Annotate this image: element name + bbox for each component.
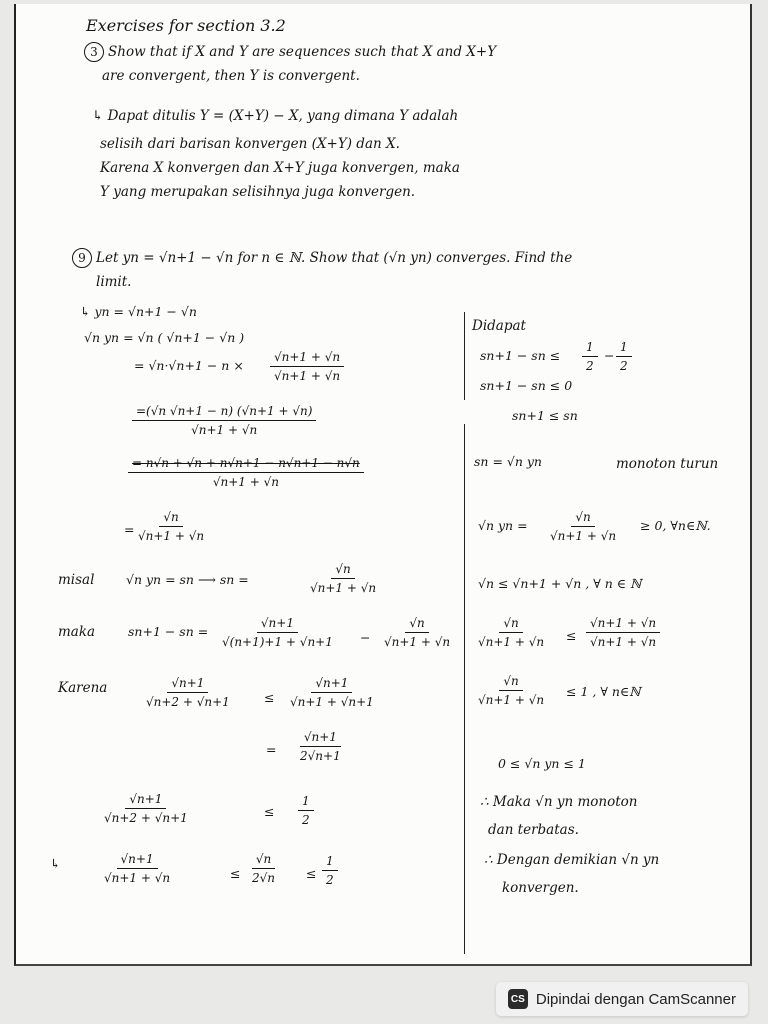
- final-fraction-1: $\frac{√n+1}{√n+1 + √n}$: [104, 852, 171, 885]
- conclusion-line-4: konvergen.: [502, 880, 579, 896]
- inequality-fraction: $\frac{√n+1}{√n+2 + √n+1}$: [104, 792, 188, 825]
- right-line-9: 0 ≤ √n yn ≤ 1: [498, 756, 586, 771]
- work-line-result-fraction: $\frac{√n}{√n+1 + √n}$: [138, 510, 205, 543]
- problem-3-number: 3: [84, 42, 104, 62]
- work-line-result-eq: =: [124, 522, 135, 537]
- work-line-expand-fraction: $\frac{√n+1 + √n}{√n+1 + √n}$: [270, 350, 344, 383]
- notebook-page: [14, 4, 752, 966]
- conclusion-line-2: dan terbatas.: [488, 822, 579, 838]
- maka-fraction-2: $\frac{√n}{√n+1 + √n}$: [384, 616, 451, 649]
- camscanner-logo-icon: CS: [508, 989, 528, 1009]
- work-line-sqrt-n-yn: √n yn = √n ( √n+1 − √n ): [84, 330, 245, 345]
- right-line-5-fraction: $\frac{√n}{√n+1 + √n}$: [550, 510, 617, 543]
- final-leq-1: ≤: [230, 866, 241, 881]
- right-line-5-suffix: ≥ 0, ∀n∈ℕ.: [640, 518, 711, 533]
- monoton-turun-note: monoton turun: [616, 456, 719, 472]
- right-line-7-fraction-1: $\frac{√n}{√n+1 + √n}$: [478, 616, 545, 649]
- inequality-half: $\frac{1}{2}$: [298, 794, 314, 827]
- final-arrow: ↳: [50, 856, 61, 871]
- right-line-1-fraction-1: $\frac{1}{2}$: [582, 340, 598, 373]
- conclusion-line-1: ∴ Maka √n yn monoton: [480, 794, 638, 810]
- misal-fraction: $\frac{√n}{√n+1 + √n}$: [310, 562, 377, 595]
- right-line-3: sn+1 ≤ sn: [512, 408, 578, 423]
- divider-upper: [464, 312, 465, 400]
- right-line-4: sn = √n yn: [474, 454, 542, 469]
- right-line-2: sn+1 − sn ≤ 0: [480, 378, 573, 393]
- maka-minus: −: [360, 630, 371, 645]
- right-line-1: sn+1 − sn ≤: [480, 348, 561, 363]
- maka-fraction-1: $\frac{√n+1}{√(n+1)+1 + √n+1}$: [222, 616, 333, 649]
- problem-3-statement-line-1: 3 Show that if X and Y are sequences such that X and X+Y: [84, 42, 496, 62]
- right-line-7-leq: ≤: [566, 628, 577, 643]
- problem-9-statement-line-2: limit.: [96, 274, 132, 290]
- right-line-8-fraction: $\frac{√n}{√n+1 + √n}$: [478, 674, 545, 707]
- right-line-5: √n yn =: [478, 518, 528, 533]
- work-line-expand: = √n·√n+1 − n ×: [134, 358, 244, 373]
- final-fraction-2: $\frac{√n}{2√n}$: [252, 852, 276, 885]
- divider-lower: [464, 424, 465, 954]
- camscanner-text: Dipindai dengan CamScanner: [535, 990, 736, 1008]
- problem-3-answer-line-3: Karena X konvergen dan X+Y juga konvergen, maka: [100, 160, 460, 176]
- karena-fraction-1: $\frac{√n+1}{√n+2 + √n+1}$: [146, 676, 230, 709]
- right-line-8-suffix: ≤ 1 , ∀ n∈ℕ: [566, 684, 641, 699]
- final-leq-2: ≤: [306, 866, 317, 881]
- problem-3-answer-line-2: selisih dari barisan konvergen (X+Y) dan X.: [100, 136, 400, 152]
- work-line-cancel-fraction: $\frac{= n√n + √n + n√n+1 - n√n+1 - n√n}{√n+1 + √n}$: [128, 456, 364, 489]
- karena-eq: =: [266, 742, 277, 757]
- maka-label: maka: [58, 624, 96, 640]
- problem-9-number: 9: [72, 248, 92, 268]
- karena-leq: ≤: [264, 690, 275, 705]
- problem-3-answer-line-1: ↳ Dapat ditulis Y = (X+Y) − X, yang dimana Y adalah: [92, 108, 459, 124]
- work-line-product-fraction: $\frac{=(√n √n+1 - n) (√n+1 + √n)}{√n+1 + √n}$: [132, 404, 316, 437]
- problem-3-answer-line-4: Y yang merupakan selisihnya juga konvergen.: [100, 184, 416, 200]
- camscanner-watermark: [496, 982, 748, 1016]
- problem-9-statement-line-1: 9 Let yn = √n+1 − √n for n ∈ ℕ. Show that (√n yn) converges. Find the: [72, 248, 572, 268]
- page-title: Exercises for section 3.2: [86, 16, 286, 35]
- work-line-yn: ↳ yn = √n+1 − √n: [80, 304, 197, 319]
- right-line-6: √n ≤ √n+1 + √n , ∀ n ∈ ℕ: [478, 576, 642, 591]
- maka-expression: sn+1 − sn =: [128, 624, 209, 639]
- karena-fraction-3: $\frac{√n+1}{2√n+1}$: [300, 730, 341, 763]
- karena-fraction-2: $\frac{√n+1}{√n+1 + √n+1}$: [290, 676, 374, 709]
- inequality-leq: ≤: [264, 804, 275, 819]
- conclusion-line-3: ∴ Dengan demikian √n yn: [484, 852, 660, 868]
- final-fraction-3: $\frac{1}{2}$: [322, 854, 338, 887]
- right-line-7-fraction-2: $\frac{√n+1 + √n}{√n+1 + √n}$: [586, 616, 660, 649]
- right-line-1-minus: −: [604, 348, 615, 363]
- karena-label: Karena: [58, 680, 108, 696]
- right-line-1-fraction-2: $\frac{1}{2}$: [616, 340, 632, 373]
- misal-label: misal: [58, 572, 95, 588]
- problem-3-statement-line-2: are convergent, then Y is convergent.: [102, 68, 360, 84]
- misal-expression: √n yn = sn ⟶ sn =: [126, 572, 249, 587]
- didapat-label: Didapat: [472, 318, 526, 334]
